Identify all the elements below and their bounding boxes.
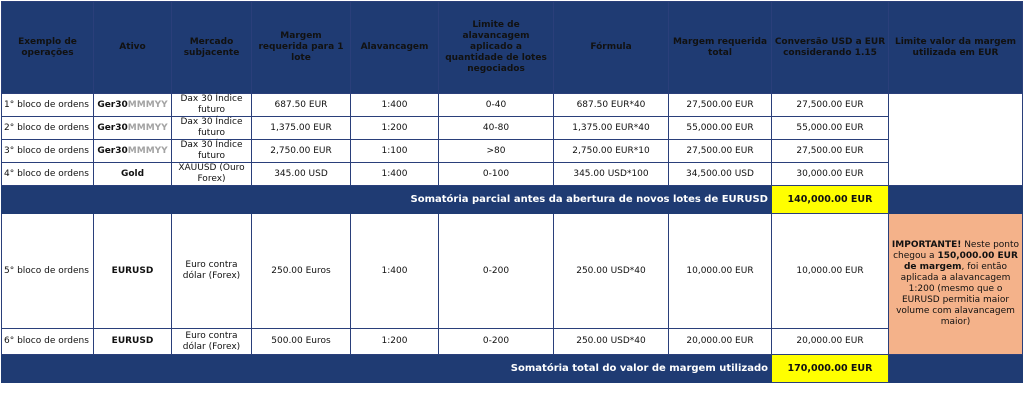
cell-exemplo: 4° bloco de ordens: [2, 163, 94, 186]
table-row: [2, 117, 1023, 140]
cell-margem: 1,375.00 EUR: [252, 117, 351, 140]
cell-margem-total: 10,000.00 EUR: [669, 214, 772, 329]
ativo-suffix: MMMYY: [127, 99, 168, 110]
cell-limite: >80: [439, 140, 554, 163]
cell-alavancagem: 1:200: [351, 329, 439, 355]
header-alavancagem: Alavancagem: [351, 2, 439, 94]
cell-formula: 687.50 EUR*40: [554, 94, 669, 117]
header-margem: Margem requerida para 1 lote: [252, 2, 351, 94]
cell-conversao: 10,000.00 EUR: [772, 214, 889, 329]
cell-alavancagem: 1:200: [351, 117, 439, 140]
cell-limite: 40-80: [439, 117, 554, 140]
note-bold-important: IMPORTANTE!: [891, 240, 962, 250]
cell-mercado: Dax 30 Índice futuro: [172, 94, 252, 117]
ativo-main: Ger30: [97, 145, 128, 156]
cell-exemplo: 6° bloco de ordens: [2, 329, 94, 355]
ativo-main: EURUSD: [111, 265, 154, 276]
cell-ativo: [94, 329, 172, 355]
cell-margem-total: 20,000.00 EUR: [669, 329, 772, 355]
header-margem-total: Margem requerida total: [669, 2, 772, 94]
cell-mercado: Dax 30 Índice futuro: [172, 140, 252, 163]
ativo-suffix: MMMYY: [127, 122, 168, 133]
cell-margem-total: 55,000.00 EUR: [669, 117, 772, 140]
header-mercado: Mercado subjacente: [172, 2, 252, 94]
cell-mercado: Euro contra dólar (Forex): [172, 329, 252, 355]
cell-conversao: 20,000.00 EUR: [772, 329, 889, 355]
summary-row-partial: [2, 186, 1023, 214]
cell-mercado: XAUUSD (Ouro Forex): [172, 163, 252, 186]
cell-margem: 250.00 Euros: [252, 214, 351, 329]
cell-formula: 250.00 USD*40: [554, 329, 669, 355]
cell-margem: 345.00 USD: [252, 163, 351, 186]
cell-margem: 500.00 Euros: [252, 329, 351, 355]
summary-partial-label: Somatória parcial antes da abertura de novos lotes de EURUSD: [2, 186, 772, 214]
table-row: [2, 214, 1023, 329]
cell-ativo: [94, 140, 172, 163]
ativo-main: EURUSD: [111, 336, 154, 346]
cell-ativo: [94, 94, 172, 117]
header-limite: Limite de alavancagem aplicado a quantidade de lotes negociados: [439, 2, 554, 94]
cell-conversao: 27,500.00 EUR: [772, 140, 889, 163]
important-note: [889, 214, 1023, 355]
note-bold-amount: 150,000.00 EUR de margem: [903, 251, 1018, 272]
cell-ativo: [94, 163, 172, 186]
header-ativo: Ativo: [94, 2, 172, 94]
cell-margem-total: 34,500.00 USD: [669, 163, 772, 186]
ativo-main: Gold: [120, 168, 145, 179]
cell-alavancagem: 1:400: [351, 94, 439, 117]
cell-limite: 0-200: [439, 214, 554, 329]
cell-formula: 250.00 USD*40: [554, 214, 669, 329]
cell-exemplo: 5° bloco de ordens: [2, 214, 94, 329]
cell-ativo: [94, 214, 172, 329]
summary-total-blank: [889, 355, 1023, 383]
cell-conversao: 55,000.00 EUR: [772, 117, 889, 140]
cell-mercado: Dax 30 Índice futuro: [172, 117, 252, 140]
cell-formula: 1,375.00 EUR*40: [554, 117, 669, 140]
table-row: [2, 163, 1023, 186]
cell-margem-total: 27,500.00 EUR: [669, 94, 772, 117]
summary-row-total: [2, 355, 1023, 383]
cell-conversao: 30,000.00 EUR: [772, 163, 889, 186]
margin-table: [1, 1, 1023, 383]
cell-margem: 687.50 EUR: [252, 94, 351, 117]
ativo-main: Ger30: [97, 122, 128, 133]
cell-alavancagem: 1:400: [351, 214, 439, 329]
cell-limite: 0-100: [439, 163, 554, 186]
cell-limite-valor-empty: [889, 94, 1023, 186]
cell-ativo: [94, 117, 172, 140]
summary-partial-value: 140,000.00 EUR: [772, 186, 889, 214]
cell-exemplo: 1° bloco de ordens: [2, 94, 94, 117]
cell-formula: 345.00 USD*100: [554, 163, 669, 186]
cell-alavancagem: 1:100: [351, 140, 439, 163]
cell-exemplo: 2° bloco de ordens: [2, 117, 94, 140]
summary-total-label: Somatória total do valor de margem utilizado: [2, 355, 772, 383]
table-row: [2, 329, 1023, 355]
note-text-1: Neste ponto chegou a: [893, 240, 1020, 261]
cell-alavancagem: 1:400: [351, 163, 439, 186]
cell-formula: 2,750.00 EUR*10: [554, 140, 669, 163]
cell-conversao: 27,500.00 EUR: [772, 94, 889, 117]
summary-total-value: 170,000.00 EUR: [772, 355, 889, 383]
header-formula: Fórmula: [554, 2, 669, 94]
header-row: [2, 2, 1023, 94]
table-row: [2, 140, 1023, 163]
summary-partial-blank: [889, 186, 1023, 214]
header-exemplo: Exemplo de operações: [2, 2, 94, 94]
cell-margem-total: 27,500.00 EUR: [669, 140, 772, 163]
cell-exemplo: 3° bloco de ordens: [2, 140, 94, 163]
ativo-main: Ger30: [97, 99, 128, 110]
cell-mercado: Euro contra dólar (Forex): [172, 214, 252, 329]
cell-limite: 0-200: [439, 329, 554, 355]
header-limite-valor: Limite valor da margem utilizada em EUR: [889, 2, 1023, 94]
cell-margem: 2,750.00 EUR: [252, 140, 351, 163]
note-text-2: , foi então aplicada a alavancagem 1:200 (mesmo que o EURUSD permitia maior volume com alavancagem maior): [896, 262, 1015, 327]
table-row: [2, 94, 1023, 117]
ativo-suffix: MMMYY: [127, 145, 168, 156]
header-conversao: Conversão USD a EUR considerando 1.15: [772, 2, 889, 94]
cell-limite: 0-40: [439, 94, 554, 117]
